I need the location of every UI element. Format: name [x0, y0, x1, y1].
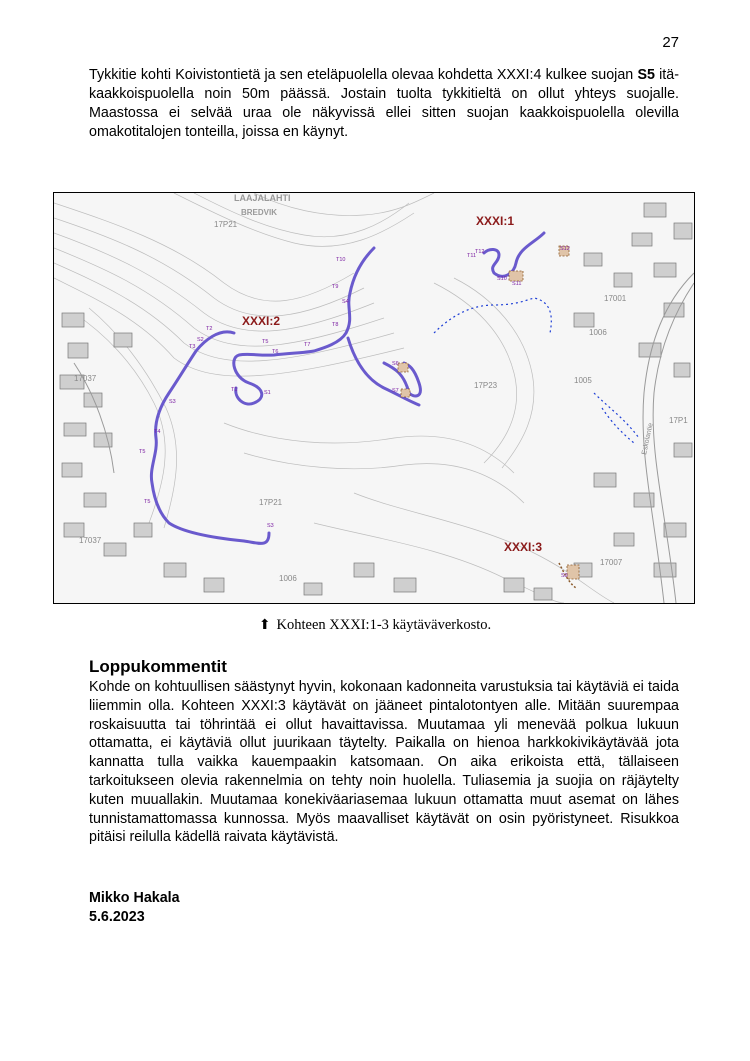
- signature-date: 5.6.2023: [89, 908, 145, 925]
- trench-network-map: [53, 192, 695, 604]
- point-label: T5: [262, 339, 269, 345]
- point-label: S4: [342, 299, 349, 305]
- point-label: T7: [304, 342, 311, 348]
- parcel-label: 17037: [79, 536, 102, 545]
- point-label: T8: [332, 322, 339, 328]
- roads: [74, 273, 694, 603]
- point-label: S10: [497, 276, 507, 282]
- intro-bold: S5: [637, 67, 655, 83]
- point-label: S1: [264, 390, 271, 396]
- intro-text-2: itä- kaakkoispuolella noin 50m päässä. Jostain tuolta tykkitieltä on ollut yhteys suojalle. Maastossa ei selvää uraa ole näkyvissä ellei sitten suojan kaakkoispuolella olevilla omakotitalojen tonteilla, joissa en käynyt.: [89, 67, 679, 140]
- parcel-label: 17037: [74, 374, 97, 383]
- intro-text-1: Tykkitie kohti Koivistontietä ja sen eteläpuolella olevaa kohdetta XXXI:4 kulkee suojan: [89, 67, 638, 83]
- point-labels: [139, 246, 570, 579]
- parcel-label: 17001: [604, 294, 627, 303]
- signature-block: [89, 889, 180, 926]
- parcel-label: 1005: [574, 376, 592, 385]
- parcel-labels: [74, 220, 688, 583]
- summary-paragraph: Kohde on kohtuullisen säästynyt hyvin, kokonaan kadonneita varustuksia tai käytäviä ei taida liiemmin olla. Kohteen XXXI:3 käytävät on jääneet pintalotontyen alle. Mitään suurempaa roskaisuutta tai töhrintää ei ollut havaittavissa. Muutamaa yli menevää polkua lukuun ottamatta, ei käytäviä ollut juurikaan täytelty. Paikalla on hienoa harkkokivikäytävää jota kannatta tulla vaikka kauempaakin katsomaan. On aika erikoista että, tällaiseen tarkoitukseen olevia rakennelmia on tehty noin huolella. Tuliasemia ja suojia on räjäytelty kuten muuallakin. Muutamaa konekiväariasemaa lukuun ottamatta muut asemat on lähes tunnistamattomassa kunnossa. Myös maavalliset käytävät on osin pyöristyneet. Risukkoa pitäisi reilulla kädellä raivata käytävistä.: [89, 679, 679, 846]
- page-number: 27: [662, 34, 679, 51]
- parcel-label: 17007: [600, 558, 623, 567]
- point-label: T5: [144, 499, 151, 505]
- place-label-bredvik: BREDVIK: [241, 208, 278, 217]
- point-label: T1: [231, 387, 238, 393]
- buildings: [60, 203, 692, 600]
- point-label: S11: [512, 281, 522, 287]
- parcel-label: 17P1: [669, 416, 688, 425]
- point-label: T12: [475, 249, 485, 255]
- site-label-xxxi3: XXXI:3: [504, 540, 543, 554]
- intro-paragraph: [89, 66, 679, 142]
- parcel-label: 17P23: [474, 381, 498, 390]
- site-label-xxxi1: XXXI:1: [476, 214, 515, 228]
- map-caption: [0, 617, 750, 634]
- point-label: T4: [154, 429, 161, 435]
- section-heading: Loppukommentit: [89, 657, 227, 676]
- point-label: S7: [392, 388, 399, 394]
- parcel-label: 1006: [589, 328, 607, 337]
- point-label: S3: [169, 399, 176, 405]
- point-label: S12: [560, 246, 570, 252]
- up-arrow-icon: ⬆: [258, 617, 271, 633]
- point-label: S6: [392, 361, 399, 367]
- point-label: T9: [332, 284, 339, 290]
- point-label: T6: [272, 349, 279, 355]
- point-label: S3: [267, 523, 274, 529]
- road-label: Eskolantie: [641, 422, 655, 456]
- parcel-label: 17P21: [259, 498, 283, 507]
- dotted-streams: [434, 298, 639, 443]
- parcel-label: 17P21: [214, 220, 238, 229]
- site-label-xxxi2: XXXI:2: [242, 314, 281, 328]
- site-areas: [398, 246, 579, 579]
- point-label: T5: [139, 449, 146, 455]
- point-label: T10: [336, 257, 346, 263]
- point-label: S9: [561, 573, 568, 579]
- point-label: T11: [467, 253, 477, 259]
- caption-text: Kohteen XXXI:1-3 käytäväverkosto.: [276, 617, 492, 633]
- point-label: T3: [189, 344, 196, 350]
- parcel-label: 1006: [279, 574, 297, 583]
- author-name: Mikko Hakala: [89, 890, 180, 906]
- point-label: S2: [197, 337, 204, 343]
- place-label-laajalahti: LAAJALAHTI: [234, 193, 291, 203]
- point-label: T2: [206, 326, 213, 332]
